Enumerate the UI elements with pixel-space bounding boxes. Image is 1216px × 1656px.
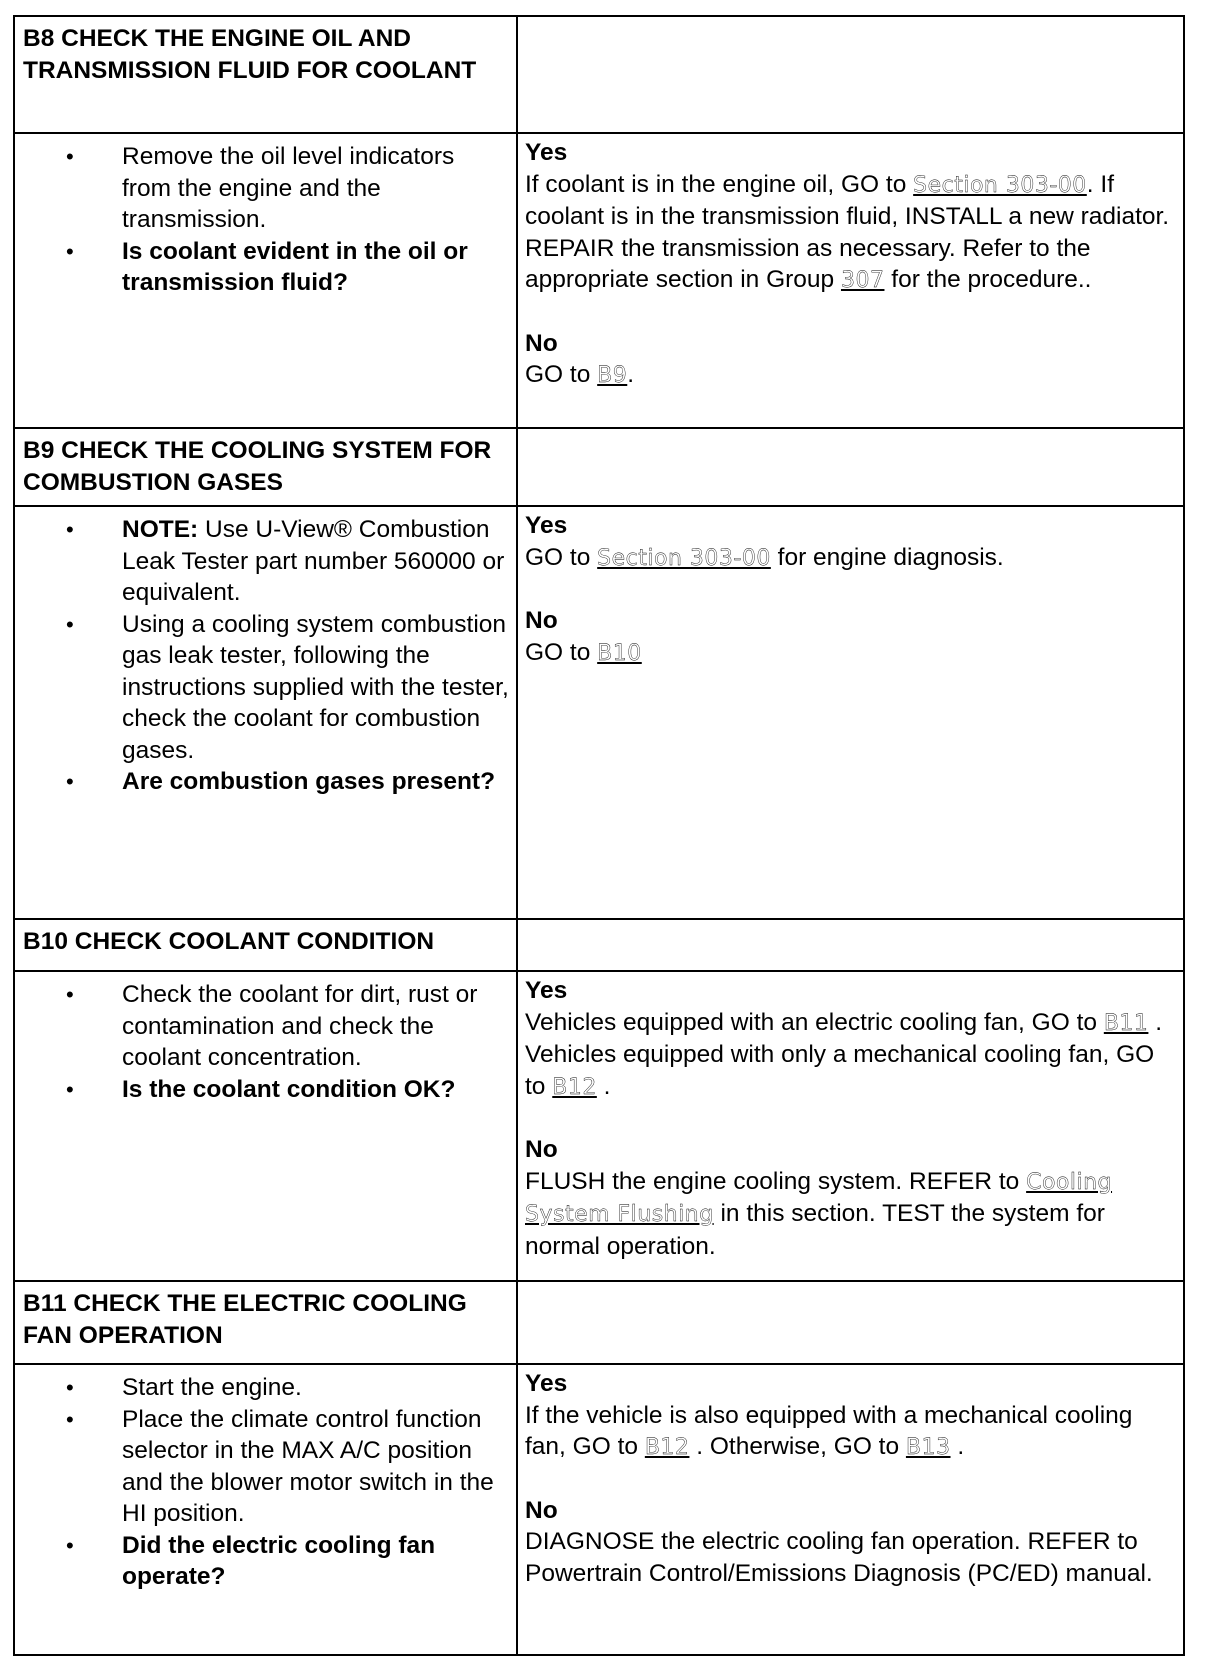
diagnostic-procedure-document: [13, 15, 1183, 1656]
spacer: [525, 574, 1177, 605]
bullet-icon: •: [66, 144, 74, 169]
action-question: Did the electric cooling fan operate?: [122, 1531, 436, 1590]
bullet-icon: •: [66, 238, 74, 264]
action-item: [66, 1530, 510, 1593]
action-item: [66, 766, 510, 798]
yes-label: Yes: [525, 139, 568, 166]
action-item: [66, 514, 510, 609]
no-label: No: [525, 329, 558, 357]
step-b10-body-row: [14, 971, 1184, 1281]
step-b8-body-row: [14, 133, 1184, 428]
step-b10-header-row: [14, 919, 1184, 971]
step-b8-header-blank: [517, 16, 1184, 133]
yes-result: [525, 510, 1177, 574]
action-text: Check the coolant for dirt, rust or contamination and check the coolant concentration.: [122, 981, 478, 1071]
spacer: [525, 297, 1177, 328]
step-b11-header: B11 CHECK THE ELECTRIC COOLING FAN OPERATION: [14, 1281, 517, 1364]
no-label: No: [525, 1136, 558, 1163]
step-b10-header-blank: [517, 919, 1184, 971]
yes-label: Yes: [525, 1370, 568, 1397]
result-text: .: [950, 1433, 965, 1460]
action-text: Remove the oil level indicators from the engine and the transmission.: [122, 143, 455, 233]
step-b10-actions: [14, 971, 517, 1281]
action-item: [66, 141, 510, 236]
result-text: for the procedure..: [884, 266, 1092, 293]
action-text: Use U-View® Combustion Leak Tester part number 560000 or equivalent.: [122, 516, 505, 606]
step-b9-header: B9 CHECK THE COOLING SYSTEM FOR COMBUSTION GASES: [14, 428, 517, 506]
step-b10-results: [517, 971, 1184, 1281]
link-group-307[interactable]: 307: [840, 268, 885, 293]
step-b9-actions: [14, 506, 517, 919]
step-b11-body-row: [14, 1364, 1184, 1655]
yes-label: Yes: [525, 977, 568, 1004]
no-label: No: [525, 607, 558, 634]
bullet-icon: •: [66, 982, 74, 1007]
action-item: [66, 1074, 510, 1106]
action-question: Are combustion gases present?: [122, 768, 496, 795]
bullet-icon: •: [66, 1406, 74, 1432]
action-question: Is coolant evident in the oil or transmission fluid?: [122, 237, 468, 296]
action-text: Start the engine.: [122, 1374, 302, 1401]
action-item: [66, 609, 510, 767]
link-cooling-system-flushing[interactable]: Cooling System Flushing: [525, 1169, 1113, 1227]
step-b8-actions: [14, 133, 517, 428]
no-result: [525, 605, 1177, 669]
result-text: GO to: [525, 638, 598, 666]
result-text: GO to: [525, 361, 598, 388]
result-text: . Otherwise, GO to: [689, 1433, 906, 1460]
yes-result: [525, 1368, 1177, 1464]
link-b10[interactable]: B10: [597, 640, 642, 666]
no-result: [525, 1134, 1177, 1262]
step-b9-body-row: [14, 506, 1184, 919]
link-b11[interactable]: B11: [1103, 1010, 1149, 1036]
link-section-303-00[interactable]: Section 303-00: [597, 545, 771, 571]
yes-result: [525, 137, 1177, 297]
result-text: .: [596, 1072, 611, 1100]
no-label: No: [525, 1496, 558, 1524]
link-b12[interactable]: B12: [644, 1435, 690, 1460]
spacer: [525, 1103, 1177, 1134]
bullet-icon: •: [66, 1532, 74, 1558]
step-b11-header-row: [14, 1281, 1184, 1364]
action-item: [66, 1372, 510, 1404]
action-item: [66, 1404, 510, 1530]
pinpoint-test-table: [13, 15, 1185, 1656]
link-b13[interactable]: B13: [905, 1435, 951, 1460]
step-b11-header-blank: [517, 1281, 1184, 1364]
step-b11-results: [517, 1364, 1184, 1655]
step-b9-header-blank: [517, 428, 1184, 506]
bullet-icon: •: [66, 769, 74, 794]
step-b8-header-row: [14, 16, 1184, 133]
result-text: for engine diagnosis.: [770, 543, 1004, 571]
result-text: Vehicles equipped with an electric cooling fan, GO to: [525, 1008, 1104, 1036]
spacer: [525, 1464, 1177, 1495]
step-b10-header: B10 CHECK COOLANT CONDITION: [14, 919, 517, 971]
note-label: NOTE:: [122, 516, 199, 543]
yes-label: Yes: [525, 512, 568, 539]
action-question: Is the coolant condition OK?: [122, 1075, 456, 1103]
result-text: DIAGNOSE the electric cooling fan operation. REFER to Powertrain Control/Emissions Diagnosis (PC/ED) manual.: [525, 1528, 1153, 1587]
action-item: [66, 979, 510, 1074]
link-b9[interactable]: B9: [597, 363, 628, 388]
link-section-303-00[interactable]: Section 303-00: [913, 172, 1087, 198]
step-b8-results: [517, 133, 1184, 428]
step-b8-header: B8 CHECK THE ENGINE OIL AND TRANSMISSION FLUID FOR COOLANT: [14, 16, 517, 133]
result-text: in this section. TEST the system for normal operation.: [525, 1200, 1105, 1260]
result-text: FLUSH the engine cooling system. REFER to: [525, 1167, 1027, 1195]
action-text: Using a cooling system combustion gas leak tester, following the instructions supplied with the tester, check the coolant for combustion gases.: [122, 610, 509, 764]
bullet-icon: •: [66, 1076, 74, 1102]
result-text: GO to: [525, 543, 598, 571]
action-item: [66, 236, 510, 299]
result-text: If coolant is in the engine oil, GO to: [525, 170, 914, 198]
result-text: . Vehicles equipped with only a mechanical cooling fan, GO to: [525, 1008, 1163, 1100]
bullet-icon: •: [66, 517, 74, 542]
no-result: [525, 328, 1177, 392]
no-result: [525, 1495, 1177, 1590]
result-text: .: [627, 361, 635, 388]
result-text: . If coolant is in the transmission fluid, INSTALL a new radiator. REPAIR the transmission as necessary. Refer to the appropriate section in Group: [525, 170, 1170, 293]
yes-result: [525, 975, 1177, 1103]
step-b11-actions: [14, 1364, 517, 1655]
link-b12[interactable]: B12: [552, 1074, 597, 1100]
action-text: Place the climate control function selector in the MAX A/C position and the blower motor switch in the HI position.: [122, 1405, 494, 1527]
bullet-icon: •: [66, 1375, 74, 1400]
step-b9-header-row: [14, 428, 1184, 506]
bullet-icon: •: [66, 611, 74, 637]
step-b9-results: [517, 506, 1184, 919]
result-text: If the vehicle is also equipped with a mechanical cooling fan, GO to: [525, 1401, 1133, 1460]
